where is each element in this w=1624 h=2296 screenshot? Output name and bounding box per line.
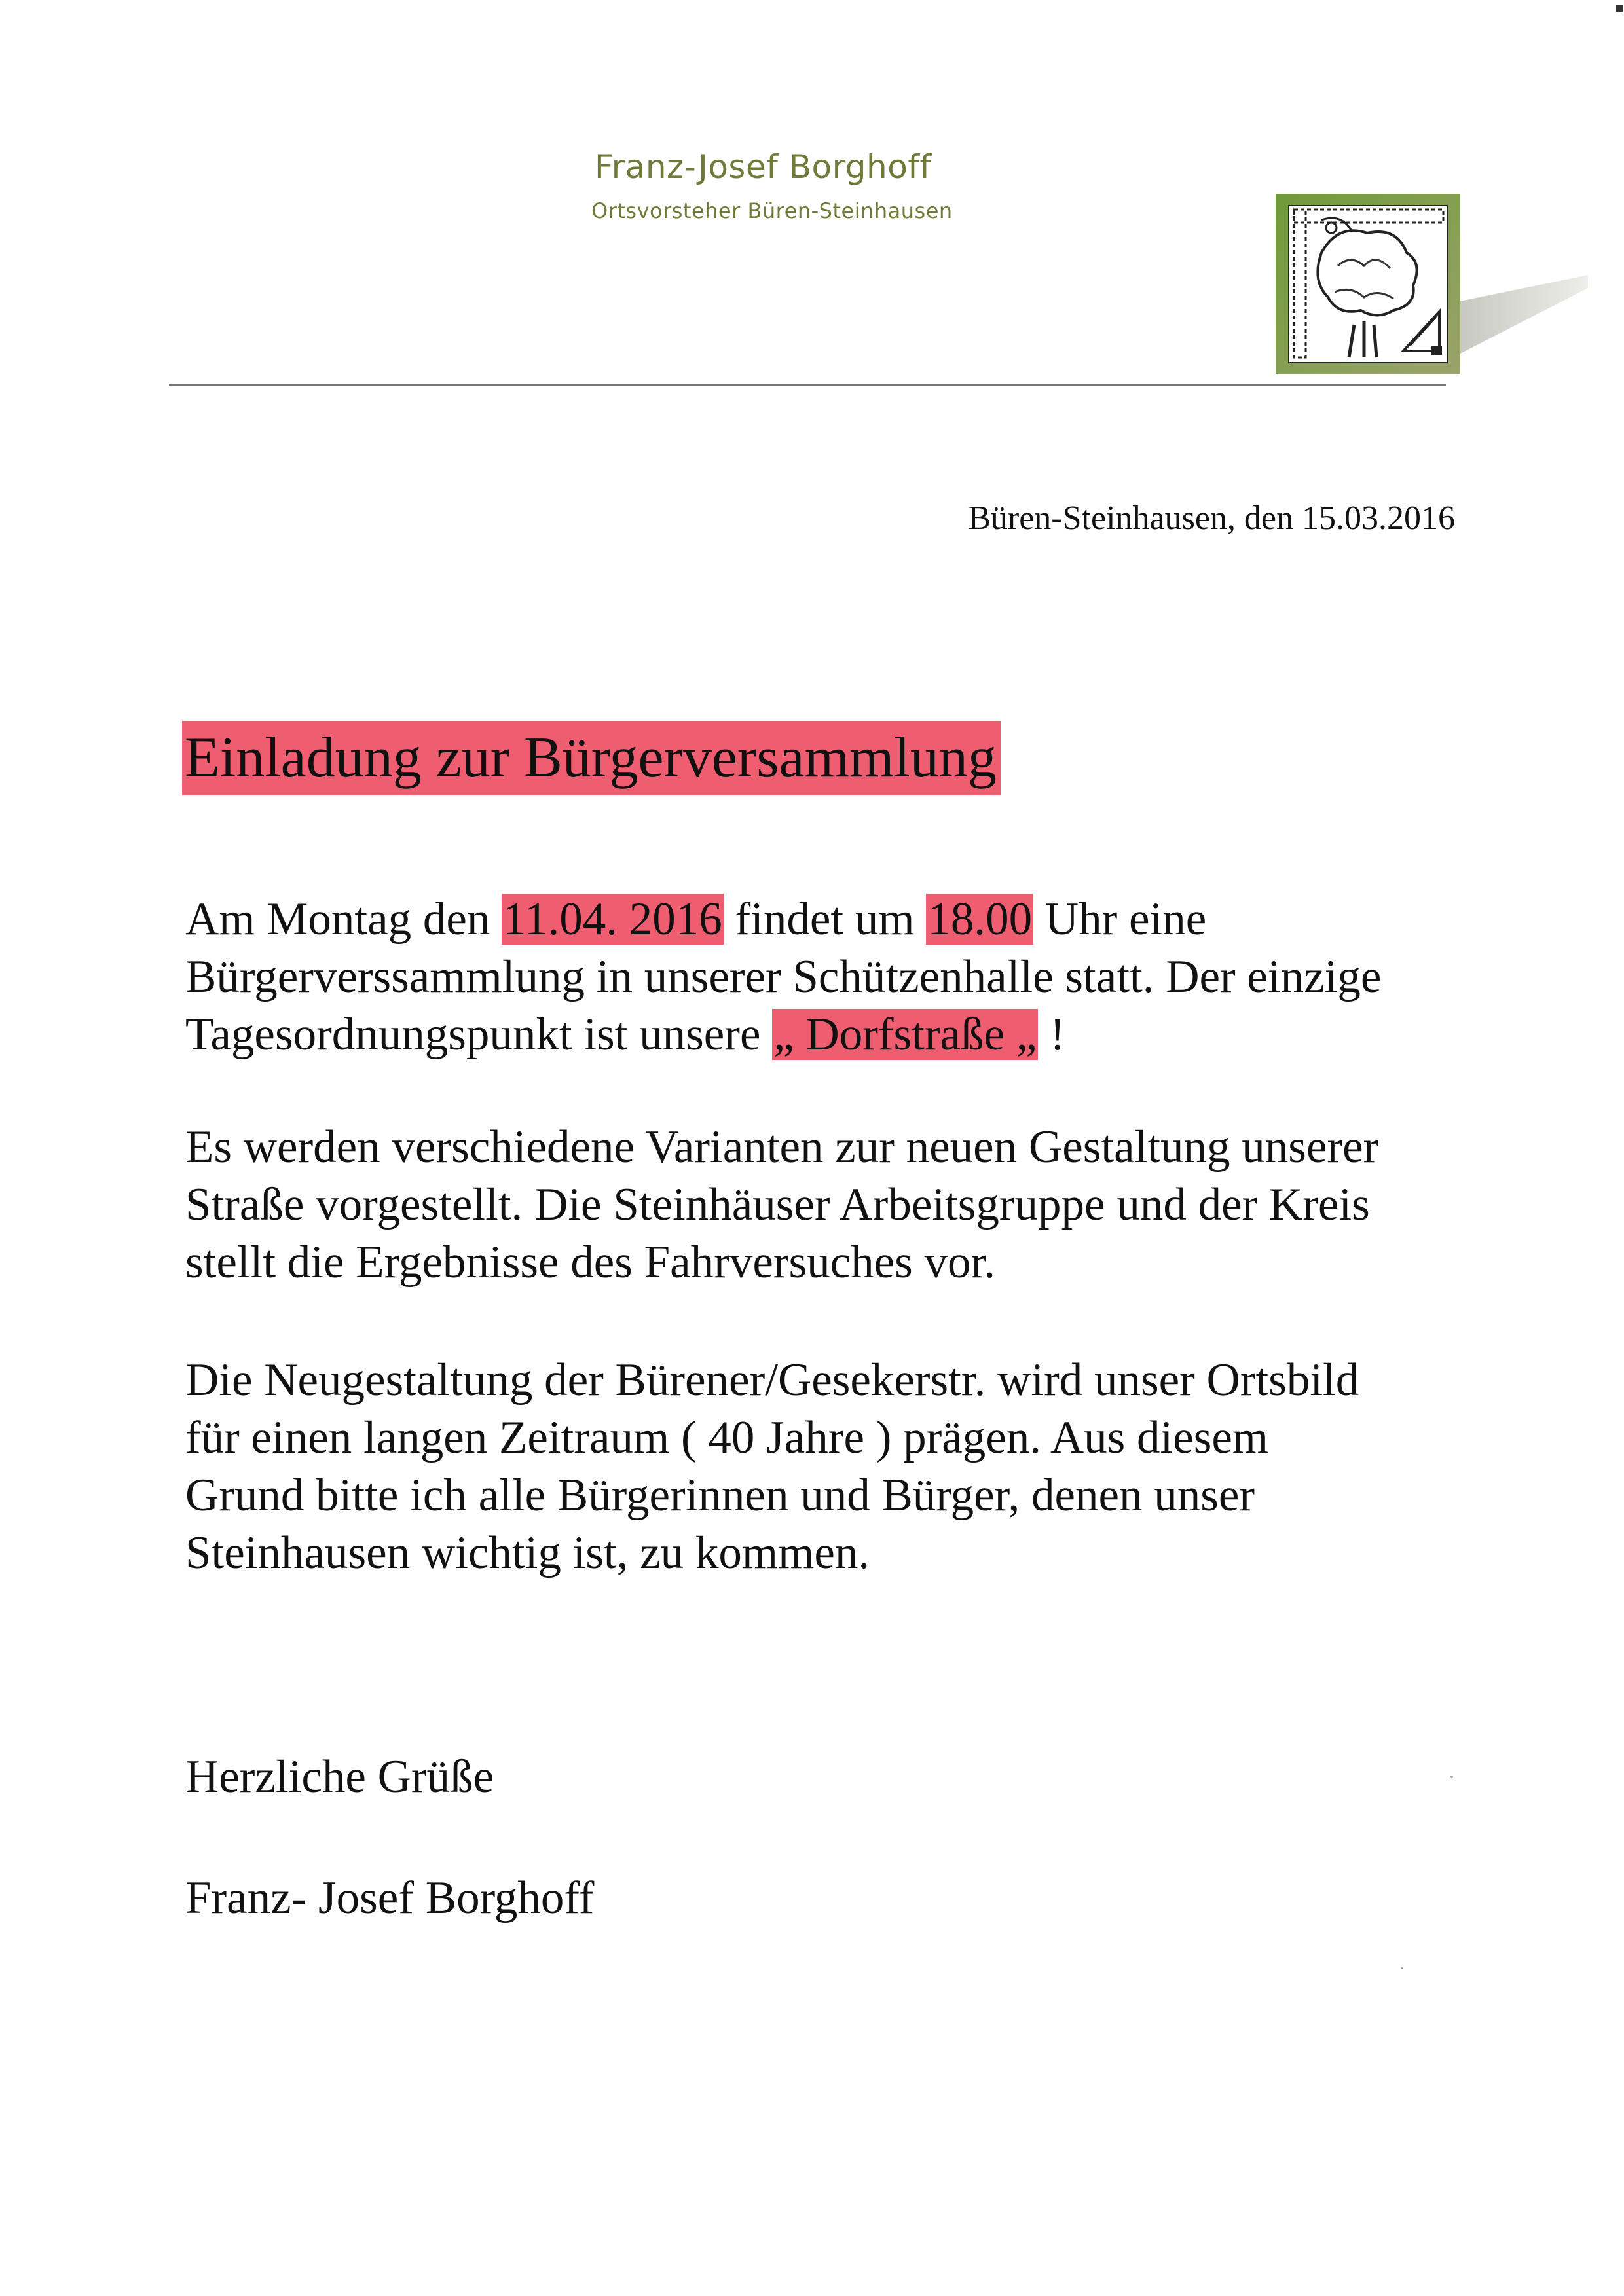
- emblem-swoosh: [1460, 275, 1588, 354]
- scan-speck: [1401, 1967, 1403, 1969]
- meeting-time: 18.00: [927, 894, 1033, 945]
- letterhead-role: Ortsvorsteher Büren-Steinhausen: [591, 198, 953, 223]
- paragraph1-text: !: [1038, 1009, 1065, 1060]
- paragraph2-line: Straße vorgestellt. Die Steinhäuser Arbeitsgruppe und der Kreis: [185, 1179, 1370, 1230]
- place-date: Büren-Steinhausen, den 15.03.2016: [968, 500, 1455, 537]
- paragraph2-line: stellt die Ergebnisse des Fahrversuches vor.: [185, 1237, 995, 1288]
- scan-speck: [1616, 5, 1623, 12]
- paragraph3-line: für einen langen Zeitraum ( 40 Jahre ) prägen. Aus diesem: [185, 1412, 1269, 1463]
- paragraph2-line: Es werden verschiedene Varianten zur neuen Gestaltung unserer: [185, 1121, 1379, 1173]
- scan-speck: [1450, 1776, 1453, 1778]
- paragraph1-text: Uhr eine: [1033, 894, 1207, 945]
- meeting-date: 11.04. 2016: [503, 894, 722, 945]
- signature-name: Franz- Josef Borghoff: [185, 1872, 595, 1923]
- agenda-item: „ Dorfstraße „: [773, 1009, 1037, 1060]
- paragraph1-text: findet um: [723, 894, 927, 945]
- letter-heading: Einladung zur Bürgerversammlung: [182, 721, 1001, 795]
- letterhead-name: Franz-Josef Borghoff: [595, 148, 932, 186]
- paragraph3-line: Steinhausen wichtig ist, zu kommen.: [185, 1527, 870, 1578]
- paragraph-variants: [185, 1118, 1495, 1291]
- paragraph-appeal: [185, 1351, 1495, 1582]
- closing-greeting: Herzliche Grüße: [185, 1751, 494, 1802]
- letterhead-divider: [169, 384, 1446, 386]
- paragraph1-line2: Bürgerverssammlung in unserer Schützenhalle statt. Der einzige: [185, 951, 1382, 1002]
- paragraph1-text: Tagesordnungspunkt ist unsere: [185, 1009, 773, 1060]
- paragraph3-line: Grund bitte ich alle Bürgerinnen und Bürger, denen unser: [185, 1470, 1255, 1521]
- paragraph1-text: Am Montag den: [185, 894, 502, 945]
- tree-village-emblem-icon: [1276, 194, 1460, 374]
- paragraph3-line: Die Neugestaltung der Bürener/Gesekerstr. wird unser Ortsbild: [185, 1355, 1359, 1406]
- paragraph-meeting-details: [185, 890, 1495, 1063]
